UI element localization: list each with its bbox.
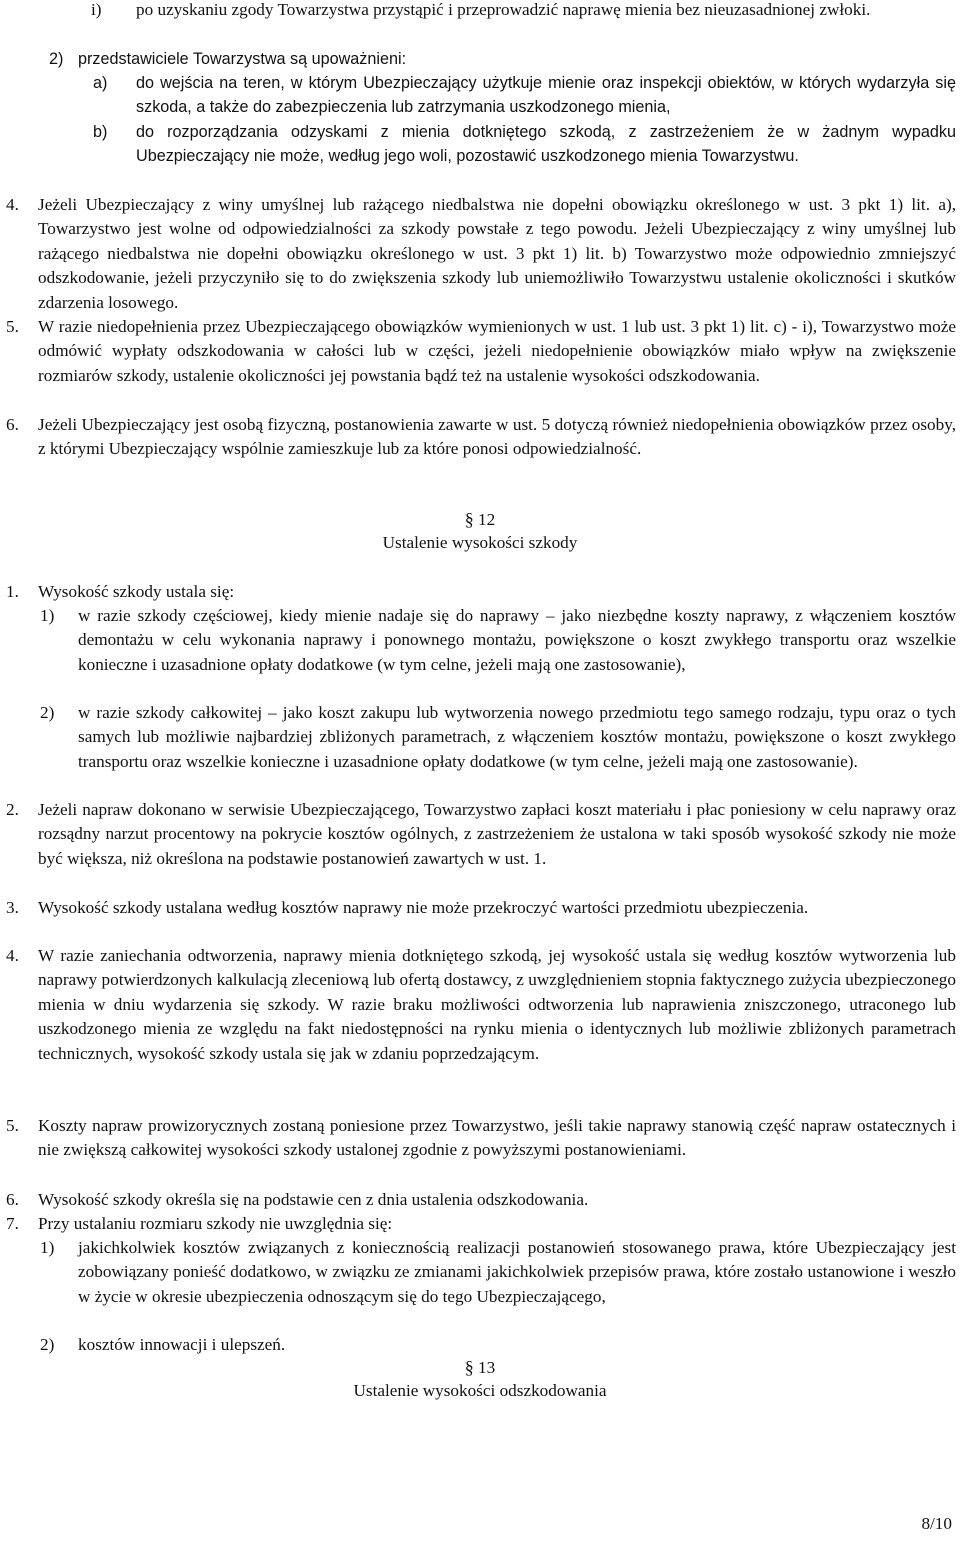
- item-number: 1): [40, 1238, 55, 1257]
- paragraph-text: W razie zaniechania odtworzenia, naprawy mienia dotkniętego szkodą, jej wysokość ustala się według kosztów wytworzenia lub naprawy potwierdzonych kalkulacją zleceniową lub ofertą dostawcy, z uwzględnieniem stopnia faktycznego zużycia ubezpieczonego mienia w dniu wydarzenia się szkody. W razie braku możliwości odtworzenia lub naprawienia zniszczonego, utraconego lub uszkodzonego mienia ze względu na fakt niedostępności na rynku mienia o identycznych lub możliwie zbliżonych parametrach technicznych, wysokość szkody ustala się jak w zdaniu poprzedzającym.: [38, 946, 956, 1063]
- paragraph-number: 4.: [6, 946, 19, 965]
- paragraph-text: Jeżeli Ubezpieczający z winy umyślnej lub rażącego niedbalstwa nie dopełni obowiązku określonego w ust. 3 pkt 1) lit. a), Towarzystwo jest wolne od odpowiedzialności za szkody powstałe z tego powodu. Jeżeli Ubezpieczający z winy umyślnej lub rażącego niedbalstwa nie dopełni obowiązku określonego w ust. 3 pkt 1) lit. b) Towarzystwo może odpowiednio zmniejszyć odszkodowanie, jeżeli przyczyniło się to do zwiększenia szkody lub uniemożliwiło Towarzystwu ustalenie okoliczności i skutków zdarzenia losowego.: [38, 195, 956, 312]
- paragraph-number: 3.: [6, 898, 19, 917]
- item-number: a): [93, 74, 108, 92]
- section-title: Ustalenie wysokości odszkodowania: [353, 1381, 607, 1400]
- section-heading: [0, 1355, 960, 1380]
- paragraph-text: Jeżeli napraw dokonano w serwisie Ubezpieczającego, Towarzystwo zapłaci koszt materiału i płac poniesiony w celu naprawy oraz rozsądny narzut procentowy na pokrycie kosztów ogólnych, z zastrzeżeniem że ustalona w taki sposób wysokość szkody nie może być większa, niż określona na podstawie postanowień zawartych w ust. 1.: [38, 800, 956, 868]
- section-sign-icon: §: [464, 509, 474, 529]
- section-sign-icon: §: [464, 1357, 474, 1377]
- paragraph-number: 5.: [6, 1116, 19, 1135]
- item-text: kosztów innowacji i ulepszeń.: [78, 1335, 286, 1354]
- paragraph-text: Jeżeli Ubezpieczający jest osobą fizyczną, postanowienia zawarte w ust. 5 dotyczą również niedopełnienia obowiązków przez osoby, z którymi Ubezpieczający wspólnie zamieszkuje lub za które ponosi odpowiedzialność.: [38, 415, 956, 459]
- paragraph-text: W razie niedopełnienia przez Ubezpieczającego obowiązków wymienionych w ust. 1 lub ust. 3 pkt 1) lit. c) - i), Towarzystwo może odmówić wypłaty odszkodowania w całości lub w części, jeżeli niedopełnienie obowiązków miało wpływ na zwiększenie rozmiarów szkody, ustalenie okoliczności jej powstania bądź też na ustalenie wysokości odszkodowania.: [38, 317, 956, 385]
- item-text: po uzyskaniu zgody Towarzystwa przystąpić i przeprowadzić naprawę mienia bez nieuzasadnionej zwłoki.: [136, 0, 871, 19]
- paragraph-number: 7.: [6, 1214, 19, 1233]
- paragraph-number: 5.: [6, 317, 19, 336]
- paragraph-text: Wysokość szkody ustalana według kosztów naprawy nie może przekroczyć wartości przedmiotu ubezpieczenia.: [38, 898, 809, 917]
- paragraph-text: Wysokość szkody ustala się:: [38, 582, 235, 601]
- item-text: do wejścia na teren, w którym Ubezpieczający użytkuje mienie oraz inspekcji obiektów, w których wydarzyła się szkoda, a także do zabezpieczenia lub zatrzymania uszkodzonego mienia,: [136, 74, 956, 117]
- paragraph-number: 1.: [6, 582, 19, 601]
- paragraph-number: 6.: [6, 415, 19, 434]
- item-text: do rozporządzania odzyskami z mienia dotkniętego szkodą, z zastrzeżeniem że w żadnym wypadku Ubezpieczający nie może, według jego woli, pozostawić uszkodzonego mienia Towarzystwu.: [136, 123, 956, 166]
- paragraph-number: 6.: [6, 1190, 19, 1209]
- section-heading: [0, 507, 960, 532]
- section-title: Ustalenie wysokości szkody: [382, 533, 578, 552]
- page-number: 8/10: [921, 1514, 952, 1533]
- item-text: przedstawiciele Towarzystwa są upoważnieni:: [78, 50, 407, 68]
- item-number: 2): [49, 50, 64, 68]
- paragraph-number: 4.: [6, 195, 19, 214]
- paragraph-text: Wysokość szkody określa się na podstawie cen z dnia ustalenia odszkodowania.: [38, 1190, 589, 1209]
- item-number: b): [93, 123, 108, 141]
- item-number: 2): [40, 703, 55, 722]
- item-number: 1): [40, 606, 55, 625]
- item-text: w razie szkody częściowej, kiedy mienie nadaje się do naprawy – jako niezbędne koszty naprawy, z włączeniem kosztów demontażu w celu wykonania naprawy i ponownego montażu, powiększone o koszt zwykłego transportu oraz wszelkie konieczne i uzasadnione opłaty dodatkowe (w tym celne, jeżeli mają one zastosowanie),: [78, 606, 956, 674]
- paragraph-number: 2.: [6, 800, 19, 819]
- item-number: i): [91, 0, 102, 19]
- item-text: jakichkolwiek kosztów związanych z koniecznością realizacji postanowień stosowanego prawa, które Ubezpieczający jest zobowiązany ponieść dodatkowo, w związku ze zmianami jakichkolwiek przepisów prawa, które zostało ustanowione i weszło w życie w okresie ubezpieczenia odnoszącym się do tego Ubezpieczającego,: [78, 1238, 956, 1306]
- paragraph-text: Przy ustalaniu rozmiaru szkody nie uwzględnia się:: [38, 1214, 393, 1233]
- section-number: 13: [478, 1358, 496, 1377]
- item-text: w razie szkody całkowitej – jako koszt zakupu lub wytworzenia nowego przedmiotu tego samego rodzaju, typu oraz o tych samych lub możliwie najbardziej zbliżonych parametrach, z włączeniem kosztów montażu, powiększone o koszt zwykłego transportu oraz wszelkie konieczne i uzasadnione opłaty dodatkowe (w tym celne, jeżeli mają one zastosowanie).: [78, 703, 956, 771]
- paragraph-text: Koszty napraw prowizorycznych zostaną poniesione przez Towarzystwo, jeśli takie naprawy stanowią część napraw ostatecznych i nie zwiększą całkowitej wysokości szkody ustalonej zgodnie z powyższymi postanowieniami.: [38, 1116, 956, 1160]
- section-number: 12: [478, 510, 496, 529]
- item-number: 2): [40, 1335, 55, 1354]
